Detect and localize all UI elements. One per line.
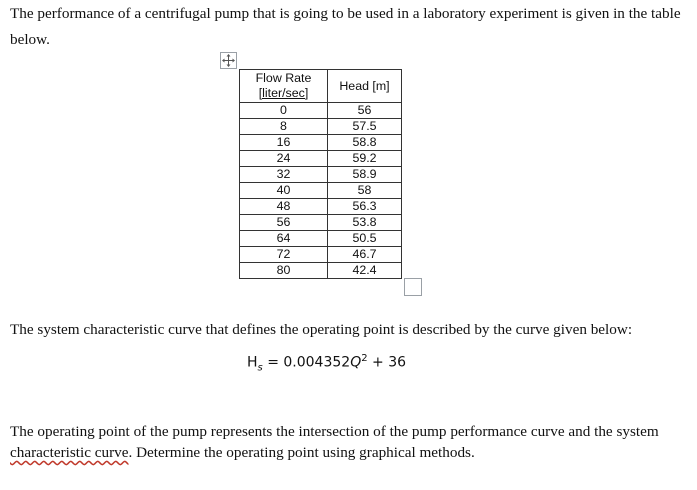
head-cell: 56.3 — [328, 199, 402, 215]
flow-cell: 32 — [240, 167, 328, 183]
head-cell: 50.5 — [328, 231, 402, 247]
table-row — [240, 103, 402, 119]
flow-cell: 48 — [240, 199, 328, 215]
table-row — [240, 151, 402, 167]
flow-cell: 64 — [240, 231, 328, 247]
head-cell: 57.5 — [328, 119, 402, 135]
flow-cell: 40 — [240, 183, 328, 199]
table-row — [240, 183, 402, 199]
intro-paragraph: The performance of a centrifugal pump that is going to be used in a laboratory experiment is given in the table below. — [10, 5, 681, 48]
table-row — [240, 167, 402, 183]
equation-rhs-constant: + 36 — [367, 354, 407, 371]
system-curve-equation — [247, 353, 406, 373]
flow-rate-header-line1: Flow Rate — [255, 71, 312, 85]
head-cell: 58.9 — [328, 167, 402, 183]
head-cell: 56 — [328, 103, 402, 119]
system-curve-paragraph: The system characteristic curve that defines the operating point is described by the curve given below: — [10, 321, 633, 338]
table-header-row — [240, 70, 402, 103]
operating-point-paragraph — [10, 421, 686, 463]
head-cell: 58 — [328, 183, 402, 199]
flow-cell: 8 — [240, 119, 328, 135]
equation-lhs: H — [247, 354, 258, 371]
flow-cell: 24 — [240, 151, 328, 167]
table-resize-handle[interactable] — [404, 278, 422, 296]
flow-cell: 16 — [240, 135, 328, 151]
equation-variable: Q — [350, 354, 362, 371]
table-row — [240, 119, 402, 135]
table-row — [240, 215, 402, 231]
flow-cell: 0 — [240, 103, 328, 119]
spellcheck-flagged-text[interactable]: characteristic curve — [10, 444, 129, 461]
table-row — [240, 231, 402, 247]
table-row — [240, 199, 402, 215]
flow-cell: 56 — [240, 215, 328, 231]
flow-rate-header — [240, 70, 328, 103]
operating-point-text-1: The operating point of the pump represents the intersection of the pump performance curve and the system — [10, 423, 659, 440]
head-cell: 53.8 — [328, 215, 402, 231]
head-header: Head [m] — [328, 70, 402, 103]
move-arrows-icon — [221, 53, 236, 68]
operating-point-text-2: . Determine the operating point using graphical methods. — [128, 444, 475, 461]
head-cell: 59.2 — [328, 151, 402, 167]
table-row — [240, 263, 402, 279]
flow-rate-header-unit: [liter/sec] — [258, 86, 309, 100]
table-row — [240, 247, 402, 263]
equation-rhs-coefficient: = 0.004352 — [262, 354, 351, 371]
head-cell: 46.7 — [328, 247, 402, 263]
flow-cell: 72 — [240, 247, 328, 263]
equation-exponent: 2 — [361, 353, 368, 364]
flow-cell: 80 — [240, 263, 328, 279]
pump-performance-table — [239, 69, 402, 279]
table-move-handle[interactable] — [220, 52, 237, 69]
head-cell: 58.8 — [328, 135, 402, 151]
table-row — [240, 135, 402, 151]
head-cell: 42.4 — [328, 263, 402, 279]
equation-lhs-subscript: s — [257, 362, 263, 374]
